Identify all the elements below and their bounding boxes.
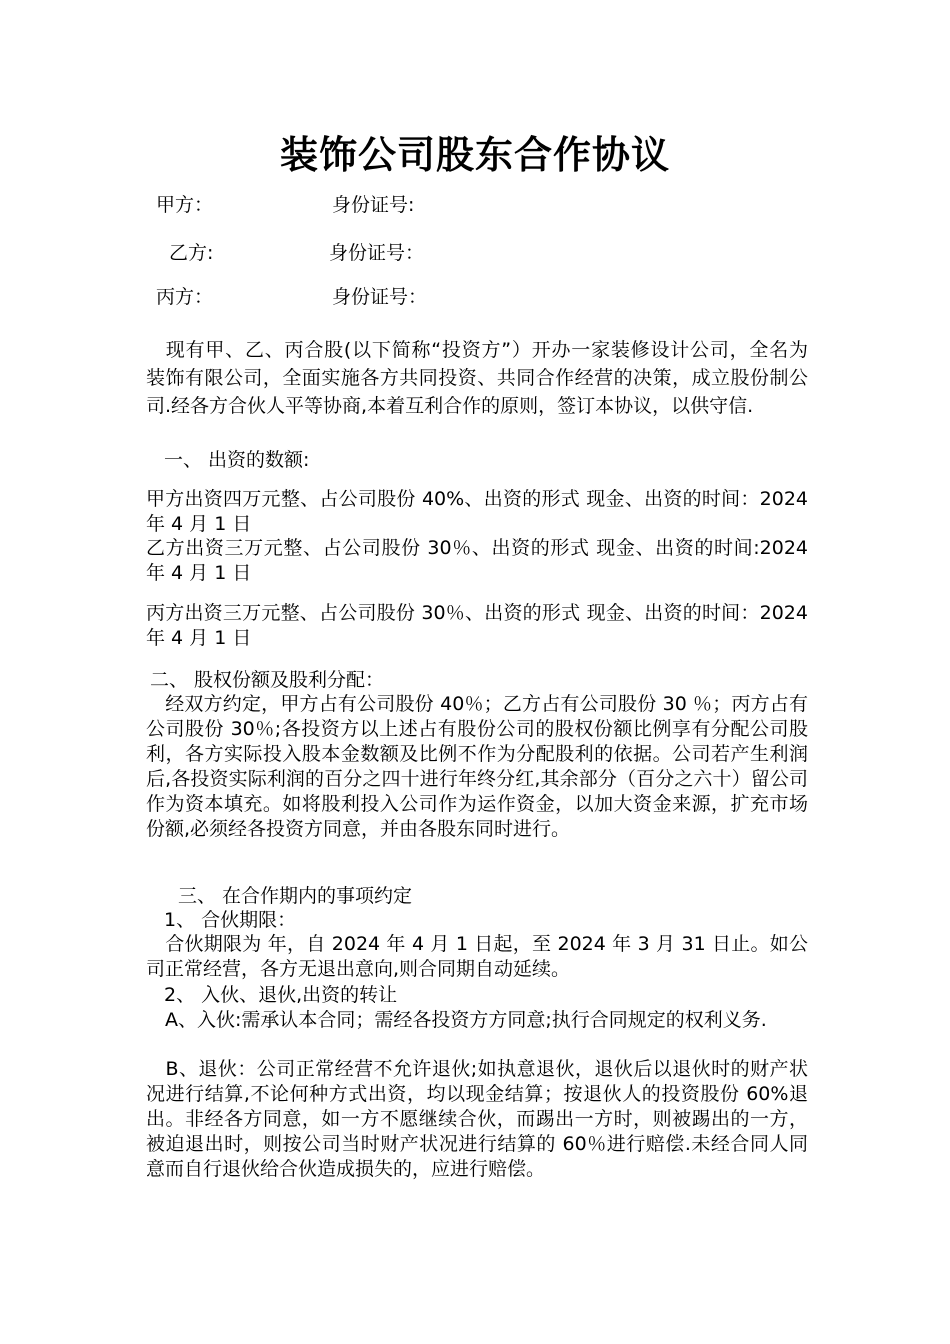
party-c-label: 丙方： [156, 286, 214, 308]
join-clause: A、入伙:需承认本合同；需经各投资方方同意;执行合同规定的权利义务. [146, 1009, 767, 1031]
withdraw-clause: B、退伙：公司正常经营不允许退伙;如执意退伙，退伙后以退伙时的财产状况进行结算,不论何种方式出资，均以现金结算；按退伙人的投资股份 60%退出。非经各方同意，如一方不愿继续合伙，而踢出一方时，则被踢出的一方，被迫退出时，则按公司当时财产状况进行结算的 60％进行赔偿.未经合同人同意而自行退伙给合伙造成损失的，应进行赔偿。 [146, 1058, 808, 1180]
transfer-heading: 2、 入伙、退伙,出资的转让 [164, 984, 398, 1006]
contribution-a: 甲方出资四万元整、占公司股份 40%、出资的形式 现金、出资的时间：2024 年 4 月 1 日 [146, 488, 808, 535]
term-body: 合伙期限为 年，自 2024 年 4 月 1 日起，至 2024 年 3 月 31 日止。如公司正常经营，各方无退出意向,则合同期自动延续。 [146, 933, 808, 980]
party-a-id-label: 身份证号: [332, 194, 415, 216]
party-a-line [156, 190, 414, 217]
contribution-b: 乙方出资三万元整、占公司股份 30％、出资的形式 现金、出资的时间:2024 年 4 月 1 日 [146, 537, 808, 584]
document-title: 装饰公司股东合作协议 [279, 133, 670, 177]
party-c-id-label: 身份证号： [332, 286, 428, 308]
party-b-label: 乙方: [169, 242, 214, 264]
party-b-id-label: 身份证号： [329, 242, 425, 264]
party-c-line [156, 282, 427, 309]
section-1-heading: 一、 出资的数额: [164, 449, 310, 471]
party-b-line [169, 238, 424, 265]
term-heading: 1、 合伙期限： [164, 909, 297, 931]
section-2-heading: 二、 股权份额及股利分配： [150, 669, 385, 691]
contribution-c: 丙方出资三万元整、占公司股份 30％、出资的形式 现金、出资的时间：2024 年 4 月 1 日 [146, 602, 808, 649]
section-3-heading: 三、 在合作期内的事项约定 [178, 885, 413, 907]
party-a-label: 甲方： [156, 194, 214, 216]
section-2-body: 经双方约定，甲方占有公司股份 40％；乙方占有公司股份 30 ％；丙方占有公司股份 30％;各投资方以上述占有股份公司的股权份额比例享有分配公司股利，各方实际投入股本金数额及比例不作为分配股利的依据。公司若产生利润后,各投资实际利润的百分之四十进行年终分红,其余部分（百分之六十）留公司作为资本填充。如将股利投入公司作为运作资金，以加大资金来源，扩充市场份额,必须经各投资方同意，并由各股东同时进行。 [146, 693, 808, 840]
intro-paragraph: 现有甲、乙、丙合股(以下简称“投资方”）开办一家装修设计公司，全名为 装饰有限公司，全面实施各方共同投资、共同合作经营的决策，成立股份制公司.经各方合伙人平等协商,本着互利合作的原则，签订本协议，以供守信. [146, 339, 834, 417]
